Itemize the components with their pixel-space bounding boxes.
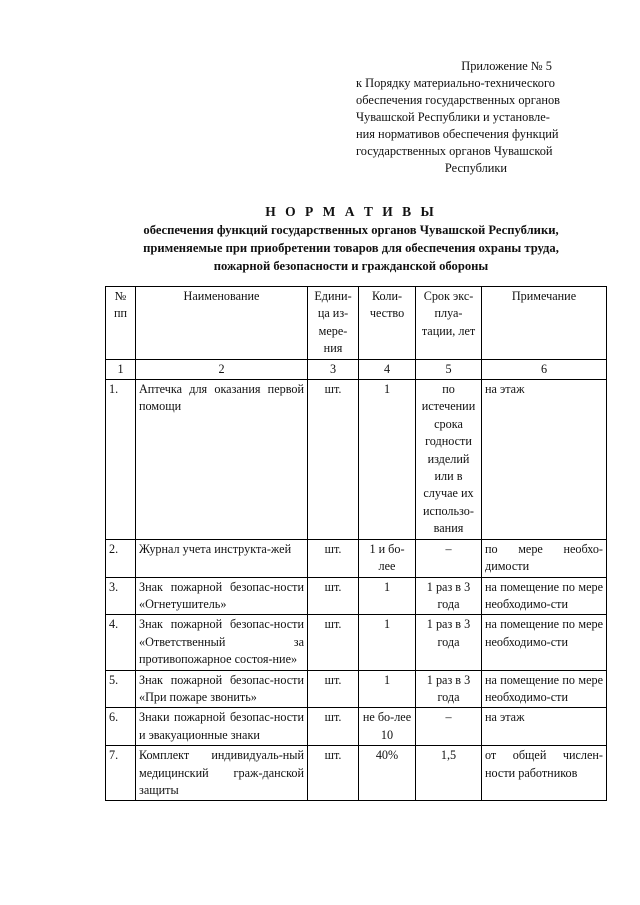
row-name: Комплект индивидуаль-ный медицинский граж-данской защиты xyxy=(136,746,308,801)
row-name: Журнал учета инструкта-жей xyxy=(136,539,308,577)
table-row xyxy=(106,670,607,708)
row-quantity: 1 xyxy=(359,670,416,708)
row-note: по мере необхо-димости xyxy=(482,539,607,577)
table-row xyxy=(106,380,607,540)
document-subtitle-line: применяемые при приобретении товаров для обеспечения охраны труда, xyxy=(143,241,559,255)
row-service-life: – xyxy=(416,708,482,746)
row-number: 1. xyxy=(106,380,136,540)
column-number: 6 xyxy=(482,359,607,379)
row-quantity: не бо-лее 10 xyxy=(359,708,416,746)
table-row xyxy=(106,615,607,670)
row-quantity: 1 xyxy=(359,577,416,615)
row-number: 5. xyxy=(106,670,136,708)
column-number: 1 xyxy=(106,359,136,379)
column-number: 3 xyxy=(308,359,359,379)
header-note: Примечание xyxy=(482,287,607,360)
row-service-life: по истечении срока годности изделий или в случае их использо-вания xyxy=(416,380,482,540)
row-number: 6. xyxy=(106,708,136,746)
header-service-life: Срок экс-плуа-тации, лет xyxy=(416,287,482,360)
row-note: от общей числен-ности работников xyxy=(482,746,607,801)
table-column-numbers-row xyxy=(106,359,607,379)
table-header-row xyxy=(106,287,607,360)
appendix-line: Республики xyxy=(444,161,508,175)
row-number: 4. xyxy=(106,615,136,670)
header-name: Наименование xyxy=(136,287,308,360)
document-title: Н О Р М А Т И В Ы xyxy=(265,204,437,219)
row-quantity: 1 xyxy=(359,380,416,540)
row-name: Аптечка для оказания первой помощи xyxy=(136,380,308,540)
column-number: 4 xyxy=(359,359,416,379)
row-quantity: 1 xyxy=(359,615,416,670)
row-quantity: 1 и бо-лее xyxy=(359,539,416,577)
header-number: № пп xyxy=(106,287,136,360)
table-row xyxy=(106,746,607,801)
row-note: на помещение по мере необходимо-сти xyxy=(482,577,607,615)
row-unit: шт. xyxy=(308,746,359,801)
row-number: 3. xyxy=(106,577,136,615)
appendix-line: Чувашской Республики и установле- xyxy=(356,110,550,124)
row-name: Знак пожарной безопас-ности «При пожаре звонить» xyxy=(136,670,308,708)
row-service-life: – xyxy=(416,539,482,577)
table-row xyxy=(106,708,607,746)
row-service-life: 1 раз в 3 года xyxy=(416,670,482,708)
row-name: Знак пожарной безопас-ности «Ответственный за противопожарное состоя-ние» xyxy=(136,615,308,670)
row-name: Знак пожарной безопас-ности «Огнетушитель» xyxy=(136,577,308,615)
row-number: 7. xyxy=(106,746,136,801)
header-unit: Едини-ца из-мере-ния xyxy=(308,287,359,360)
appendix-number: Приложение № 5 xyxy=(461,59,552,73)
row-name: Знаки пожарной безопас-ности и эвакуационные знаки xyxy=(136,708,308,746)
appendix-line: обеспечения государственных органов xyxy=(356,93,561,107)
table-row xyxy=(106,539,607,577)
row-unit: шт. xyxy=(308,577,359,615)
row-number: 2. xyxy=(106,539,136,577)
document-heading xyxy=(95,203,607,275)
row-quantity: 40% xyxy=(359,746,416,801)
document-subtitle-line: обеспечения функций государственных органов Чувашской Республики, xyxy=(143,223,559,237)
row-note: на помещение по мере необходимо-сти xyxy=(482,670,607,708)
row-service-life: 1 раз в 3 года xyxy=(416,577,482,615)
document-subtitle-line: пожарной безопасности и гражданской обороны xyxy=(213,259,489,273)
norms-table xyxy=(105,286,607,801)
header-quantity: Коли-чество xyxy=(359,287,416,360)
row-note: на этаж xyxy=(482,380,607,540)
appendix-line: к Порядку материально-технического xyxy=(356,76,555,90)
row-unit: шт. xyxy=(308,615,359,670)
appendix-line: государственных органов Чувашской xyxy=(356,144,553,158)
appendix-block xyxy=(356,58,596,177)
column-number: 5 xyxy=(416,359,482,379)
table-row xyxy=(106,577,607,615)
row-unit: шт. xyxy=(308,380,359,540)
appendix-line: ния нормативов обеспечения функций xyxy=(356,127,559,141)
row-service-life: 1,5 xyxy=(416,746,482,801)
column-number: 2 xyxy=(136,359,308,379)
row-note: на этаж xyxy=(482,708,607,746)
row-service-life: 1 раз в 3 года xyxy=(416,615,482,670)
row-unit: шт. xyxy=(308,708,359,746)
row-unit: шт. xyxy=(308,539,359,577)
row-note: на помещение по мере необходимо-сти xyxy=(482,615,607,670)
row-unit: шт. xyxy=(308,670,359,708)
